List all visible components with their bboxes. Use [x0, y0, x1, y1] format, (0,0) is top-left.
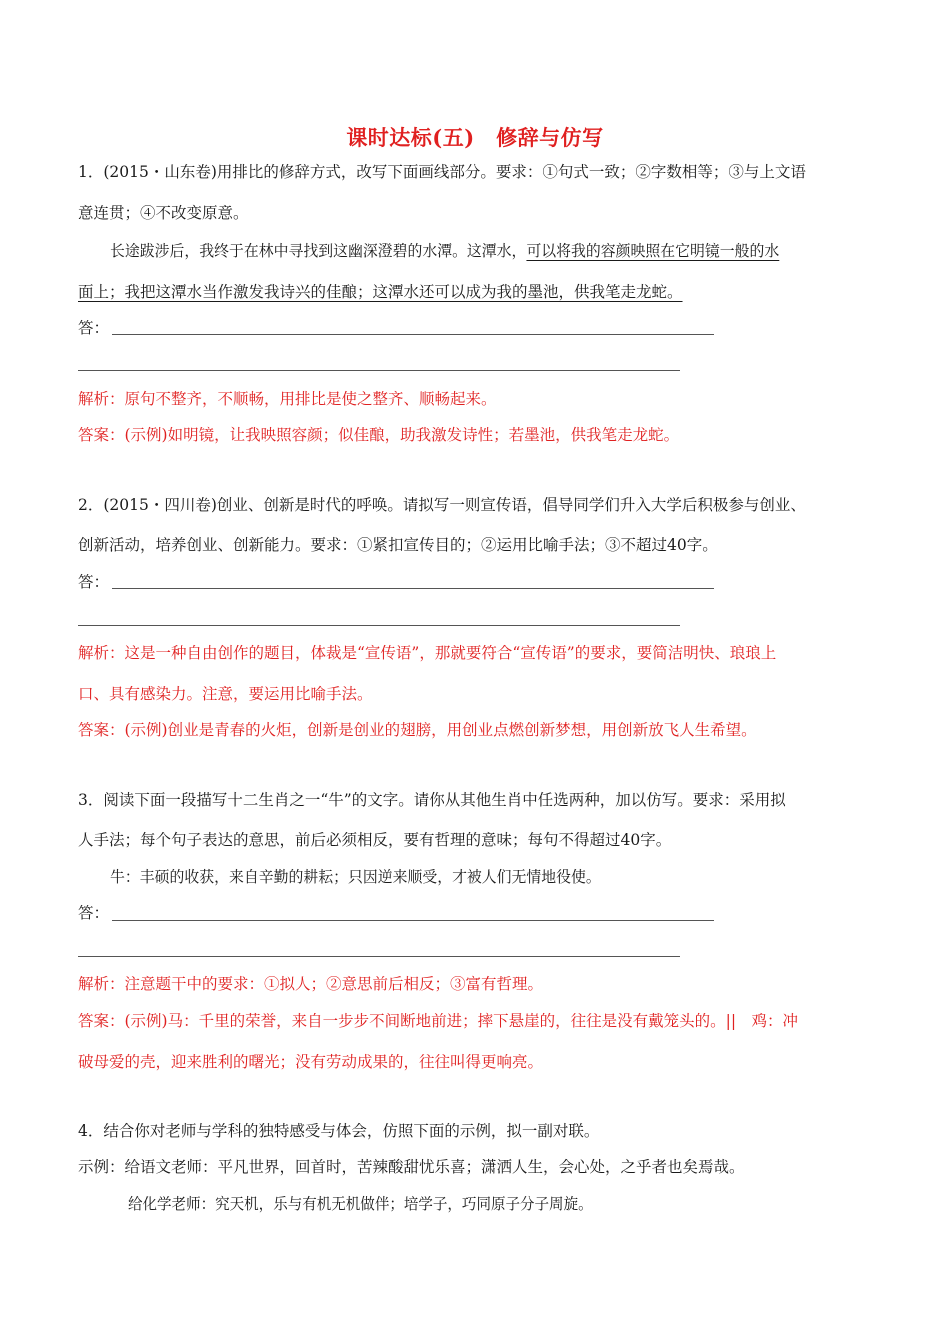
q3-answer-rule-2 [78, 956, 680, 957]
q4-stem: 4．结合你对老师与学科的独特感受与体会，仿照下面的示例，拟一副对联。 [78, 1122, 600, 1140]
q2-stem-line-2: 创新活动，培养创业、创新能力。要求：①紧扣宣传目的；②运用比喻手法；③不超过40字。 [78, 536, 718, 554]
q3-stem-line-1: 3．阅读下面一段描写十二生肖之一“牛”的文字。请你从其他生肖中任选两种，加以仿写。要求：采用拟 [78, 791, 786, 809]
q4-example-line-1: 示例：给语文老师：平凡世界，回首时，苦辣酸甜忧乐喜；潇洒人生，会心处，之乎者也矣焉哉。 [78, 1158, 745, 1176]
q2-stem-line-1: 2．(2015・四川卷)创业、创新是时代的呼唤。请拟写一则宣传语，倡导同学们升入大学后积极参与创业、 [78, 496, 806, 514]
q1-passage-underlined-2: 面上；我把这潭水当作激发我诗兴的佳酿；这潭水还可以成为我的墨池，供我笔走龙蛇。 [78, 283, 683, 301]
q1-answer: 答案：(示例)如明镜，让我映照容颜；似佳酿，助我激发诗性；若墨池，供我笔走龙蛇。 [78, 426, 680, 444]
q1-stem-line-2: 意连贯；④不改变原意。 [78, 204, 249, 222]
q1-passage-underlined-1: 可以将我的容颜映照在它明镜一般的水 [526, 242, 780, 260]
q1-analysis: 解析：原句不整齐，不顺畅，用排比是使之整齐、顺畅起来。 [78, 390, 497, 408]
q3-answer-line-2: 破母爱的壳，迎来胜利的曙光；没有劳动成果的，往往叫得更响亮。 [78, 1053, 544, 1071]
q2-answer: 答案：(示例)创业是青春的火炬，创新是创业的翅膀，用创业点燃创新梦想，用创新放飞人生希望。 [78, 721, 757, 739]
q2-analysis-line-2: 口、具有感染力。注意，要运用比喻手法。 [78, 685, 373, 703]
q2-answer-rule-1 [112, 588, 714, 589]
q1-answer-rule-1 [112, 334, 714, 335]
q1-answer-rule-2 [78, 370, 680, 371]
q4-example-line-2: 给化学老师：究天机，乐与有机无机做伴；培学子，巧同原子分子周旋。 [128, 1195, 593, 1213]
q1-stem-line-1: 1．(2015・山东卷)用排比的修辞方式，改写下面画线部分。要求：①句式一致；②字数相等；③与上文语 [78, 163, 806, 181]
q3-answer-rule-1 [112, 920, 714, 921]
q3-stem-line-2: 人手法；每个句子表达的意思，前后必须相反，要有哲理的意味；每句不得超过40字。 [78, 831, 672, 849]
q3-answer-line-1: 答案：(示例)马：千里的荣誉，来自一步步不间断地前进；摔下悬崖的，往往是没有戴笼头的。|| 鸡：冲 [78, 1012, 799, 1030]
q3-answer-label: 答： [78, 904, 110, 922]
q3-analysis: 解析：注意题干中的要求：①拟人；②意思前后相反；③富有哲理。 [78, 975, 544, 993]
q1-answer-label: 答： [78, 319, 110, 337]
q3-example: 牛：丰硕的收获，来自辛勤的耕耘；只因逆来顺受，才被人们无情地役使。 [110, 868, 601, 886]
q2-analysis-line-1: 解析：这是一种自由创作的题目，体裁是“宣传语”，那就要符合“宣传语”的要求，要简洁明快、琅琅上 [78, 644, 777, 662]
q1-passage-line-1 [110, 240, 868, 262]
q2-answer-rule-2 [78, 625, 680, 626]
q1-passage-plain: 长途跋涉后，我终于在林中寻找到这幽深澄碧的水潭。这潭水， [110, 242, 527, 260]
page-title: 课时达标(五) 修辞与仿写 [346, 125, 604, 150]
q2-answer-label: 答： [78, 573, 110, 591]
